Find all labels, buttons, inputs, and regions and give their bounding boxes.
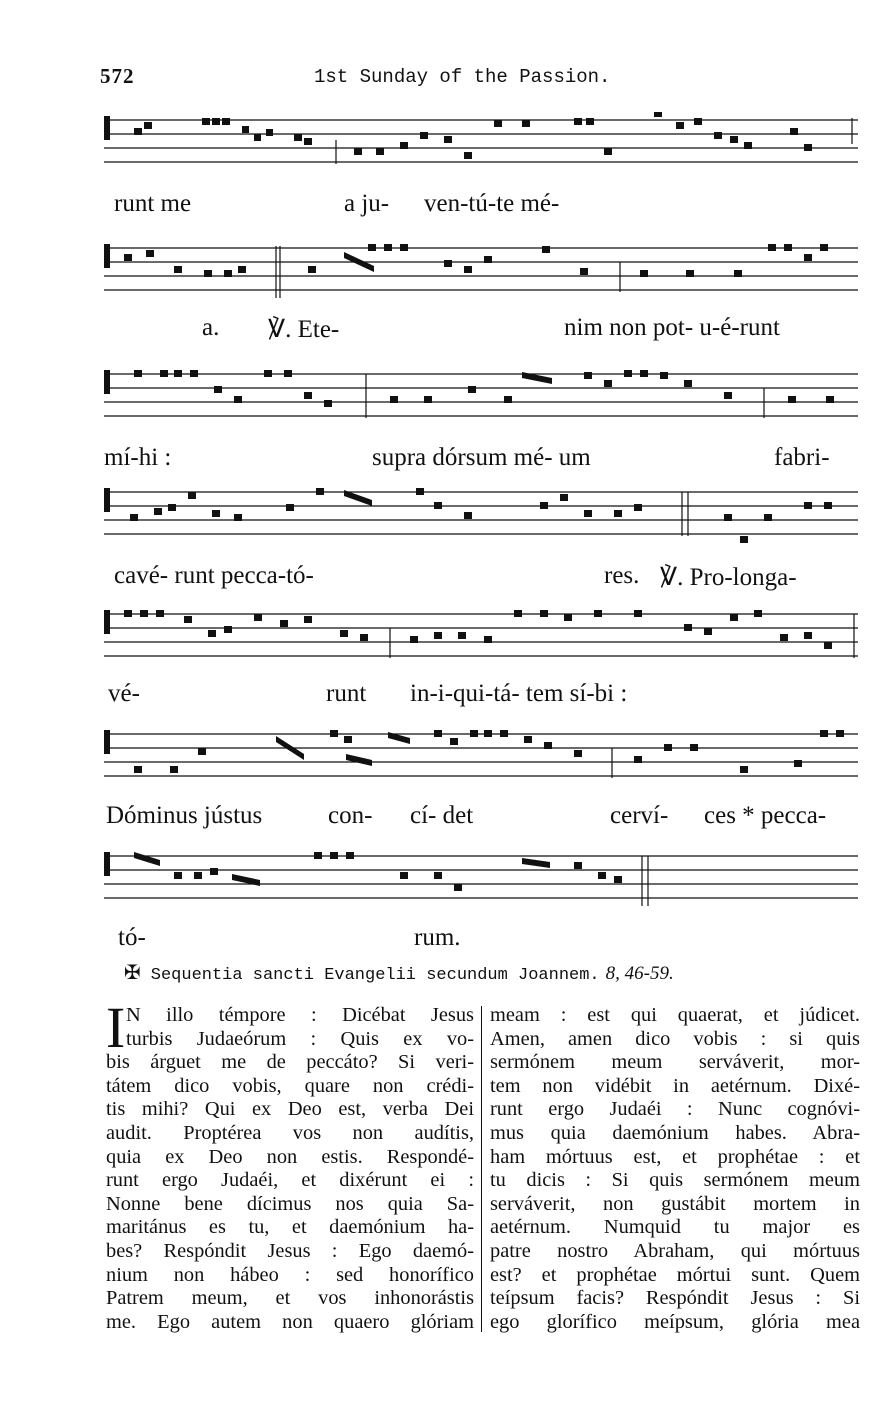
text-line: ego glorífico meípsum, glória mea	[490, 1310, 860, 1333]
text-line: runt ergo Judaéi, et dixérunt ei :	[106, 1169, 474, 1192]
text-line: maritánus es tu, et daemónium ha-	[106, 1216, 474, 1239]
lyric-syllable: vé-	[108, 680, 140, 707]
lyric-syllable: nim non pot- u-é-runt	[564, 314, 780, 341]
text-line: bis árguet me de peccáto? Si veri-	[106, 1051, 474, 1074]
text-line: ham mórtuus est, et prophétae : et	[490, 1145, 860, 1168]
text-line: meam : est qui quaerat, et júdicet.	[490, 1004, 860, 1026]
chant-staff-6	[104, 726, 858, 782]
text-line: tu dicis : Si quis sermónem meum	[490, 1169, 860, 1192]
neume-staff-svg	[104, 366, 858, 426]
lyric-syllable: supra dórsum mé- um	[372, 444, 591, 471]
lyrics-line-5	[104, 680, 858, 714]
text-line: Nonne bene dícimus nos quia Sa-	[106, 1192, 474, 1215]
chant-staff-5	[104, 606, 858, 662]
lyric-syllable: ℣. Pro-longa-	[660, 564, 797, 591]
lyric-syllable: cavé- runt pecca-tó-	[114, 562, 314, 589]
lyric-syllable: ven-tú-te mé-	[424, 190, 560, 217]
text-line: runt ergo Judaéi : Nunc cognóvi-	[490, 1098, 860, 1121]
lyric-syllable: runt	[326, 680, 367, 707]
text-line: tátem dico vobis, quare non crédi-	[106, 1074, 474, 1097]
lyrics-line-6	[104, 802, 858, 836]
text-line: Amen, amen dico vobis : si quis	[490, 1027, 860, 1050]
column-divider	[481, 1006, 482, 1332]
lyric-syllable: con-	[328, 802, 373, 829]
text-line: tis mihi? Qui ex Deo est, verba Dei	[106, 1098, 474, 1121]
chant-staff-4	[104, 484, 858, 540]
neume-staff-svg	[104, 112, 858, 172]
lyric-syllable: a ju-	[344, 190, 390, 217]
scripture-reference: 8, 46-59.	[605, 963, 674, 984]
text-line: mus quia daemónium habes. Abra-	[490, 1121, 860, 1144]
text-line: teípsum facis? Respóndit Jesus : Si	[490, 1287, 860, 1310]
neume-staff-svg	[104, 848, 858, 912]
lyric-syllable: Dóminus jústus	[106, 802, 263, 829]
neume-staff-svg	[104, 240, 858, 300]
lyric-syllable: cí- det	[410, 802, 474, 829]
text-line: est? et prophétae mórtui sunt. Quem	[490, 1263, 860, 1286]
lyrics-line-7	[104, 924, 858, 958]
text-line: Patrem meum, et vos inhonorástis	[106, 1287, 474, 1310]
lyric-syllable: res.	[604, 562, 640, 589]
lyric-syllable: rum.	[414, 924, 461, 951]
lyric-syllable: ces * pecca-	[704, 802, 827, 829]
gospel-column-right	[490, 1004, 860, 1334]
chant-staff-2	[104, 240, 858, 296]
text-line: bes? Respóndit Jesus : Ego daemó-	[106, 1239, 474, 1262]
lyric-syllable: fabri-	[774, 444, 830, 471]
sequence-heading	[124, 960, 674, 985]
text-line: audit. Proptérea vos non audítis,	[106, 1121, 474, 1144]
text-line: patre nostro Abraham, qui mórtuus	[490, 1239, 860, 1262]
running-title: 1st Sunday of the Passion.	[314, 66, 611, 88]
drop-cap: I	[106, 995, 126, 1060]
text-line: tem non vidébit in aetérnum. Dixé-	[490, 1074, 860, 1097]
lyrics-line-3	[104, 444, 858, 478]
text-line: quia ex Deo non estis. Respondé-	[106, 1145, 474, 1168]
text-line: serváverit, non gustábit mortem in	[490, 1192, 860, 1215]
lyric-syllable: runt me	[114, 190, 192, 217]
lyrics-line-4	[104, 562, 858, 596]
gospel-column-left	[106, 995, 474, 1334]
lyric-syllable: a.	[202, 314, 220, 341]
lyric-syllable: cerví-	[610, 802, 669, 829]
neume-staff-svg	[104, 606, 858, 666]
lyric-syllable: ℣. Ete-	[268, 316, 340, 343]
lyrics-line-1	[104, 190, 858, 224]
chant-staff-1	[104, 112, 858, 168]
page-number: 572	[100, 64, 135, 88]
text-line: turbis Judaeórum : Quis ex vo-	[126, 1027, 474, 1050]
cross-icon: ✠	[124, 960, 141, 984]
lyric-syllable: tó-	[118, 924, 146, 951]
text-line: N illo témpore : Dicébat Jesus	[126, 1004, 474, 1026]
sequence-title: Sequentia sancti Evangelii secundum Joannem.	[150, 966, 600, 985]
text-line: aetérnum. Numquid tu major es	[490, 1216, 860, 1239]
lyrics-line-2	[104, 314, 858, 348]
lyric-syllable: in-i-qui-tá- tem sí-bi :	[410, 680, 628, 707]
lyric-syllable: mí-hi :	[104, 444, 172, 471]
page-header	[100, 64, 860, 94]
text-line: me. Ego autem non quaero glóriam	[106, 1310, 474, 1333]
chant-staff-3	[104, 366, 858, 422]
chant-staff-7	[104, 848, 858, 904]
neume-staff-svg	[104, 484, 858, 548]
neume-staff-svg	[104, 726, 858, 790]
text-line: sermónem meum serváverit, mor-	[490, 1051, 860, 1074]
text-line: nium non hábeo : sed honorífico	[106, 1263, 474, 1286]
